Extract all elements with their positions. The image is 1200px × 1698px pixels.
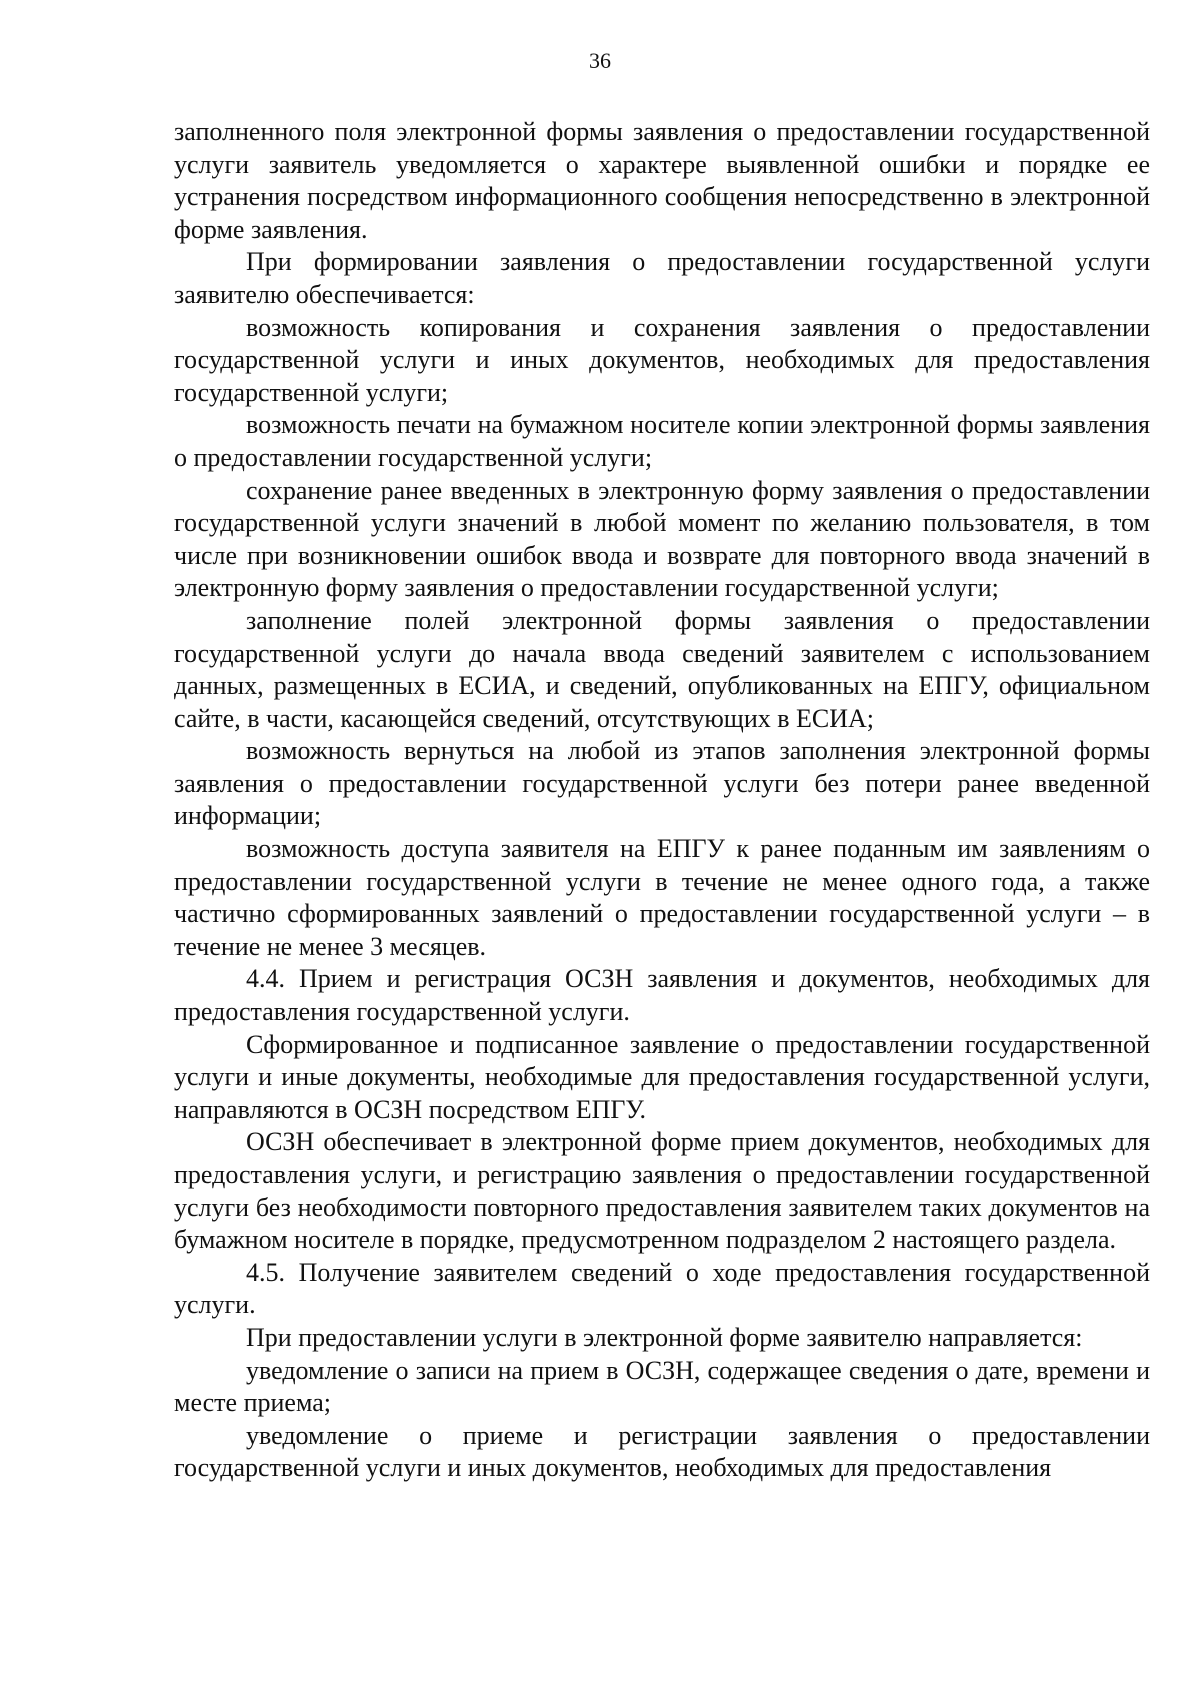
page-number: 36 [589, 48, 611, 73]
paragraph: уведомление о приеме и регистрации заявления о предоставлении государственной услуги и иных документов, необходимых для предоставления [174, 1420, 1150, 1483]
paragraph: 4.5. Получение заявителем сведений о ходе предоставления государственной услуги. [174, 1257, 1150, 1320]
paragraph: Сформированное и подписанное заявление о предоставлении государственной услуги и иные документы, необходимые для предоставления государственной услуги, направляются в ОСЗН посредством ЕПГУ. [174, 1029, 1150, 1124]
paragraph: ОСЗН обеспечивает в электронной форме прием документов, необходимых для предоставления услуги, и регистрацию заявления о предоставлении государственной услуги без необходимости повторного предоставления заявителем таких документов на бумажном носителе в порядке, предусмотренном подразделом 2 настоящего раздела. [174, 1127, 1150, 1255]
document-body [174, 116, 1150, 1485]
paragraph: 4.4. Прием и регистрация ОСЗН заявления и документов, необходимых для предоставления государственной услуги. [174, 964, 1150, 1027]
paragraph: возможность печати на бумажном носителе копии электронной формы заявления о предоставлении государственной услуги; [174, 410, 1150, 472]
paragraph: возможность вернуться на любой из этапов заполнения электронной формы заявления о предоставлении государственной услуги без потери ранее введенной информации; [174, 736, 1150, 831]
paragraph: сохранение ранее введенных в электронную форму заявления о предоставлении государственной услуги значений в любой момент по желанию пользователя, в том числе при возникновении ошибок ввода и возврате для повторного ввода значений в электронную форму заявления о предоставлении государственной услуги; [174, 475, 1150, 603]
paragraph: возможность доступа заявителя на ЕПГУ к ранее поданным им заявлениям о предоставлении государственной услуги в течение не менее одного года, а также частично сформированных заявлений о предоставлении государственной услуги – в течение не менее 3 месяцев. [174, 834, 1150, 961]
paragraph: При предоставлении услуги в электронной форме заявителю направляется: [246, 1322, 1083, 1352]
paragraph: заполнение полей электронной формы заявления о предоставлении государственной услуги до начала ввода сведений заявителем с использованием данных, размещенных в ЕСИА, и сведений, опубликованных на ЕПГУ, официальном сайте, в части, касающейся сведений, отсутствующих в ЕСИА; [174, 605, 1150, 733]
paragraph: заполненного поля электронной формы заявления о предоставлении государственной услуги заявитель уведомляется о характере выявленной ошибки и порядке ее устранения посредством информационного сообщения непосредственно в электронной форме заявления. [174, 117, 1150, 244]
paragraph: уведомление о записи на прием в ОСЗН, содержащее сведения о дате, времени и месте приема; [174, 1355, 1150, 1418]
paragraph: При формировании заявления о предоставлении государственной услуги заявителю обеспечивается: [174, 247, 1150, 309]
paragraph: возможность копирования и сохранения заявления о предоставлении государственной услуги и иных документов, необходимых для предоставления государственной услуги; [174, 312, 1150, 407]
